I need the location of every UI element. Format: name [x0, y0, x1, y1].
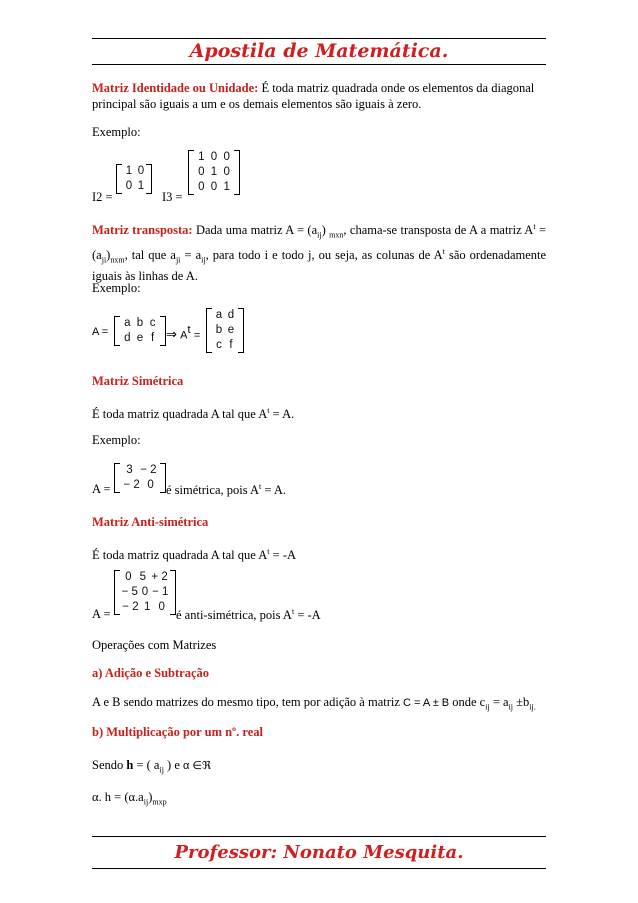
adicao-heading: a) Adição e Subtração: [92, 666, 210, 680]
antisimetrica-definition: É toda matriz quadrada A tal que $A^t = -A$: [92, 547, 297, 563]
matrix-antisimetrica: 0 5 + 2 − 5 0 − 1 − 2 1 0: [114, 570, 176, 615]
footer-rule: [92, 836, 546, 837]
simetrica-definition: É toda matriz quadrada A tal que $A^t = A$.: [92, 406, 295, 422]
adicao-text: A e B sendo matrizes do mesmo tipo, tem por adição à matriz C = A ± B onde $c_{ij} = a_{ij} \pm b_{ij.}$: [92, 695, 536, 712]
a-label: A =: [92, 326, 109, 338]
identidade-paragraph: [92, 80, 546, 112]
antisimetrica-a-label: A =: [92, 607, 111, 621]
transposta-term: Matriz transposta:: [92, 223, 193, 238]
identidade-example-label: Exemplo:: [92, 125, 141, 139]
identidade-term: Matriz Identidade ou Unidade:: [92, 81, 259, 95]
matrix-at: a d b e c f: [206, 308, 244, 353]
antisimetrica-heading: Matriz Anti-simétrica: [92, 515, 209, 529]
identidade-text: É toda matriz quadrada onde os elementos da diagonal principal são iguais a um e os demais elementos são iguais à zero.: [92, 81, 535, 111]
adicao-formula: C = A ± B: [403, 697, 450, 709]
mult-formula: α. $h = (\alpha.a_{ij})_{mxp}$: [92, 790, 167, 807]
header-rule-bottom: [92, 64, 546, 65]
matrix-simetrica: 3 − 2 − 2 0: [114, 463, 166, 493]
footer-author: Professor: Nonato Mesquita.: [174, 842, 464, 863]
header-rule: [92, 38, 546, 39]
mult-text: Sendo h = ( $a_{ij}$ ) e α ∈ℜ: [92, 758, 211, 775]
antisimetrica-tail: é anti-simétrica, pois $A^t = -A$: [176, 607, 321, 623]
simetrica-tail: é simétrica, pois $A^t = A$.: [166, 482, 287, 498]
matrix-i2: 1 0 0 1: [116, 164, 152, 194]
implies-arrow: ⇒ $A^t$ =: [166, 324, 201, 342]
footer-rule-bottom: [92, 868, 546, 869]
simetrica-example-label: Exemplo:: [92, 433, 141, 447]
page-title: Apostila de Matemática.: [189, 40, 449, 62]
simetrica-heading: Matriz Simétrica: [92, 374, 184, 388]
matrix-i3: 1 0 0 0 1 0 0 0 1: [188, 150, 240, 195]
transposta-paragraph: Matriz transposta: Dada uma matriz $A = (a_{ij})$ $_{mxn}$, chama-se transposta de A a matriz $A^t = (a_{ji})_{nxm}$, tal que $a_{ji} = a_{ij}$, para todo i e todo j, ou seja, as colunas de $A^t$ são ordenadamente iguais às linhas de A.: [92, 222, 547, 284]
i2-label: I2 =: [92, 190, 113, 204]
simetrica-a-label: A =: [92, 482, 111, 496]
mult-heading: b) Multiplicação por um nº. real: [92, 725, 264, 739]
operacoes-heading: Operações com Matrizes: [92, 638, 217, 652]
matrix-a: a b c d e f: [114, 316, 166, 346]
transposta-example-label: Exemplo:: [92, 281, 141, 295]
i3-label: I3 =: [162, 190, 183, 204]
